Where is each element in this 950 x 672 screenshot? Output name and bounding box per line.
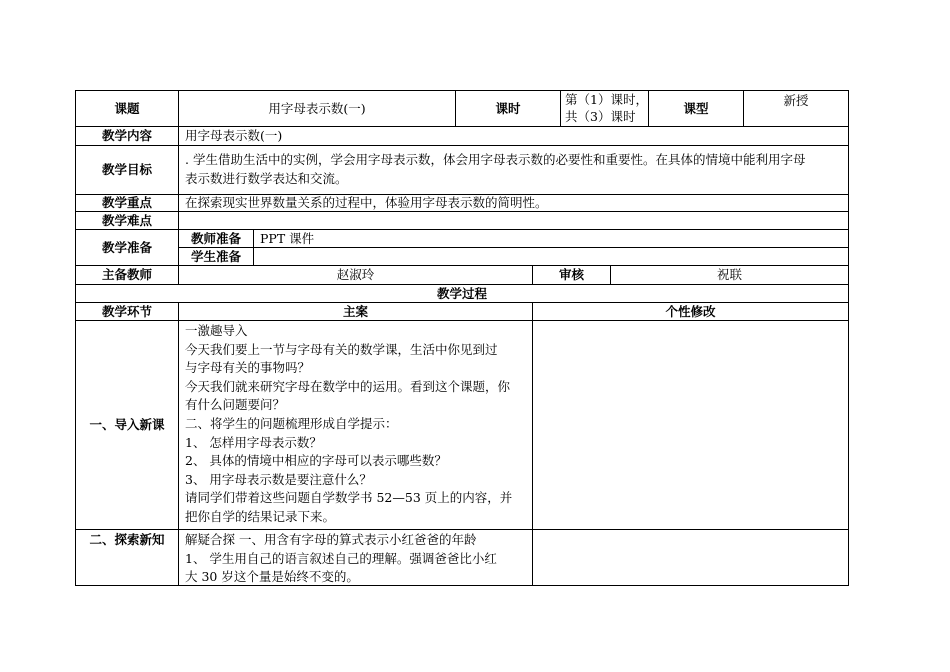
stage-line: 1、 学生用自己的语言叙述自己的理解。强调爸爸比小红 (185, 550, 497, 566)
stage-label: 二、探索新知 (89, 532, 165, 547)
stage-line: 与字母有关的事物吗？ (185, 360, 311, 376)
stage-main-content (179, 530, 532, 585)
stage-line: 解疑合探 一、用含有字母的算式表示小红爸爸的年龄 (185, 532, 477, 547)
difficulty-value (179, 212, 848, 229)
stage-line: 1、 怎样用字母表示数？ (185, 434, 322, 450)
goal-value (179, 146, 848, 194)
stage-line: 把你自学的结果记录下来。 (185, 508, 336, 524)
content-label: 教学内容 (101, 128, 152, 143)
stage-line: 有什么问题要问？ (185, 397, 286, 413)
col-header-main: 主案 (342, 303, 368, 319)
student-prep-label: 学生准备 (190, 248, 241, 264)
lead-teacher-value: 赵淑玲 (336, 267, 375, 282)
lead-teacher-label: 主备教师 (101, 267, 152, 282)
goal-line: . 学生借助生活中的实例，学会用字母表示数，体会用字母表示数的必要性和重要性。在具体的情境中能利用字母 (185, 152, 806, 167)
focus-label: 教学重点 (101, 195, 152, 210)
prep-label: 教学准备 (101, 239, 152, 255)
type-value: 新授 (783, 93, 809, 108)
stage-personal-edit[interactable] (533, 321, 848, 529)
teacher-prep-value: PPT 课件 (260, 230, 315, 246)
stage-label: 一、导入新课 (89, 417, 165, 432)
hours-value-line1: 第（1）课时， (565, 92, 648, 107)
stage-line: 大 30 岁这个量是始终不变的。 (185, 569, 359, 585)
col-header-personal: 个性修改 (665, 303, 716, 319)
hours-value (561, 91, 648, 126)
difficulty-label: 教学难点 (101, 212, 152, 228)
type-label: 课型 (683, 100, 709, 116)
teacher-prep-label: 教师准备 (190, 230, 241, 246)
col-header-stage: 教学环节 (101, 303, 152, 319)
focus-value: 在探索现实世界数量关系的过程中，体验用字母表示数的简明性。 (185, 195, 548, 210)
stage-line: 一激趣导入 (185, 323, 248, 338)
hours-value-line2: 共（3）课时 (565, 109, 636, 124)
hours-label: 课时 (495, 100, 521, 116)
stage-line: 2、 具体的情境中相应的字母可以表示哪些数？ (185, 453, 447, 469)
review-value: 祝联 (716, 267, 742, 282)
stage-line: 请同学们带着这些问题自学数学书 52—53 页上的内容，并 (185, 490, 513, 506)
rule-right (848, 90, 849, 586)
topic-label: 课题 (114, 100, 140, 116)
goal-line: 表示数进行数学表达和交流。 (185, 170, 348, 186)
stage-line: 今天我们要上一节与字母有关的数学课，生活中你见到过 (185, 341, 498, 357)
stage-personal-edit[interactable] (533, 530, 848, 585)
stage-line: 今天我们就来研究字母在数学中的运用。看到这个课题，你 (185, 378, 511, 394)
content-value: 用字母表示数(一) (185, 128, 283, 143)
student-prep-value (254, 248, 848, 265)
process-title: 教学过程 (436, 285, 487, 301)
stage-main-content (179, 321, 532, 529)
goal-label: 教学目标 (101, 162, 152, 177)
stage-line: 二、将学生的问题梳理形成自学提示： (185, 415, 398, 431)
review-label: 审核 (558, 267, 584, 282)
stage-line: 3、 用字母表示数是要注意什么？ (185, 471, 372, 487)
topic-value: 用字母表示数(一) (268, 100, 366, 116)
